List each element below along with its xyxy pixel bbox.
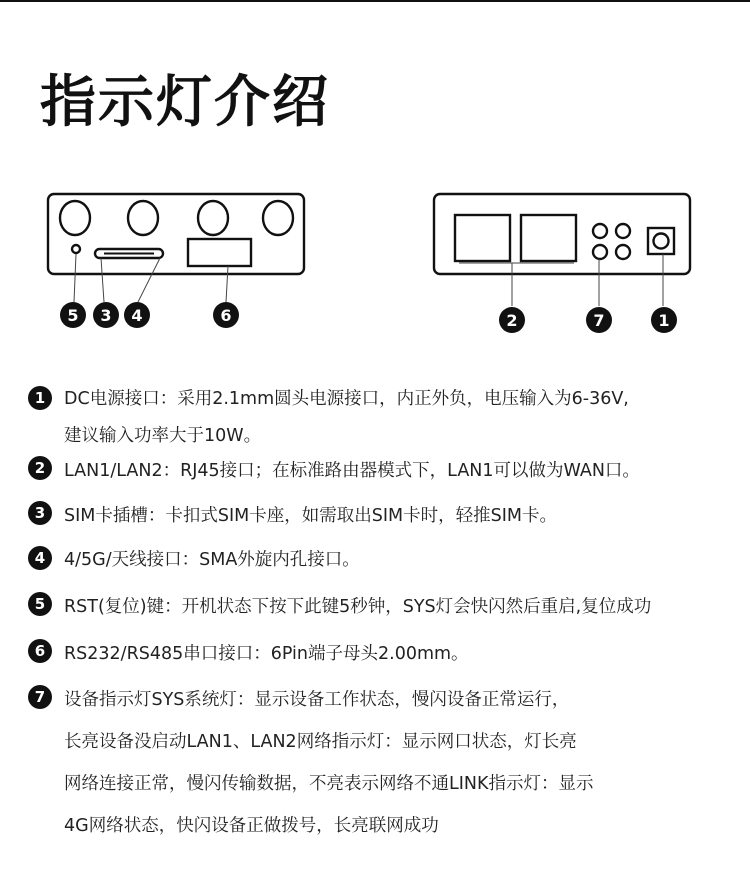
callout-label: 7 bbox=[593, 311, 605, 330]
item-text: 4G网络状态，快闪设备正做拨号，长亮联网成功 bbox=[64, 816, 439, 836]
device-diagram bbox=[0, 0, 750, 345]
lan-port-icon bbox=[455, 215, 510, 261]
item-text: SIM卡插槽：卡扣式SIM卡座，如需取出SIM卡时，轻推SIM卡。 bbox=[64, 506, 557, 526]
item-number-badge: 1 bbox=[28, 386, 52, 410]
reset-button-icon bbox=[72, 245, 80, 253]
item-text: 长亮设备没启动LAN1、LAN2网络指示灯：显示网口状态，灯长亮 bbox=[64, 732, 577, 752]
indicator-led-icon bbox=[593, 224, 607, 238]
callout-label: 2 bbox=[506, 311, 518, 330]
dc-jack-icon bbox=[648, 228, 674, 254]
indicator-led-icon bbox=[616, 224, 630, 238]
callout-label: 1 bbox=[658, 311, 670, 330]
item-text: 4/5G/天线接口：SMA外旋内孔接口。 bbox=[64, 550, 360, 570]
callout-label: 5 bbox=[67, 306, 79, 325]
page-title: 指示灯介绍 bbox=[40, 70, 330, 135]
back-callouts bbox=[499, 307, 677, 333]
item-number-badge: 3 bbox=[28, 501, 52, 525]
item-number-badge: 7 bbox=[28, 685, 52, 709]
front-callouts bbox=[60, 302, 239, 328]
item-text: 网络连接正常，慢闪传输数据，不亮表示网络不通LINK指示灯：显示 bbox=[64, 774, 594, 794]
antenna-port-icon bbox=[128, 201, 158, 235]
lan-port-icon bbox=[521, 215, 576, 261]
callout-label: 6 bbox=[220, 306, 232, 325]
item-text: RST(复位)键：开机状态下按下此键5秒钟，SYS灯会快闪然后重启,复位成功 bbox=[64, 597, 652, 617]
callout-label: 3 bbox=[100, 306, 112, 325]
back-panel bbox=[434, 194, 690, 274]
item-number-badge: 5 bbox=[28, 592, 52, 616]
item-text: 建议输入功率大于10W。 bbox=[64, 426, 262, 446]
item-number-badge: 6 bbox=[28, 639, 52, 663]
item-text: 设备指示灯SYS系统灯：显示设备工作状态，慢闪设备正常运行， bbox=[64, 690, 570, 710]
antenna-port-icon bbox=[263, 201, 293, 235]
antenna-port-icon bbox=[198, 201, 228, 235]
antenna-port-icon bbox=[60, 201, 90, 235]
front-panel bbox=[48, 194, 304, 274]
serial-terminal-icon bbox=[188, 239, 251, 266]
indicator-led-icon bbox=[616, 245, 630, 259]
item-text: DC电源接口：采用2.1mm圆头电源接口，内正外负，电压输入为6-36V, bbox=[64, 389, 629, 409]
indicator-led-icon bbox=[593, 245, 607, 259]
callout-label: 4 bbox=[131, 306, 143, 325]
item-text: LAN1/LAN2：RJ45接口；在标准路由器模式下，LAN1可以做为WAN口。 bbox=[64, 461, 640, 481]
item-number-badge: 4 bbox=[28, 546, 52, 570]
item-number-badge: 2 bbox=[28, 456, 52, 480]
item-text: RS232/RS485串口接口：6Pin端子母头2.00mm。 bbox=[64, 644, 469, 664]
